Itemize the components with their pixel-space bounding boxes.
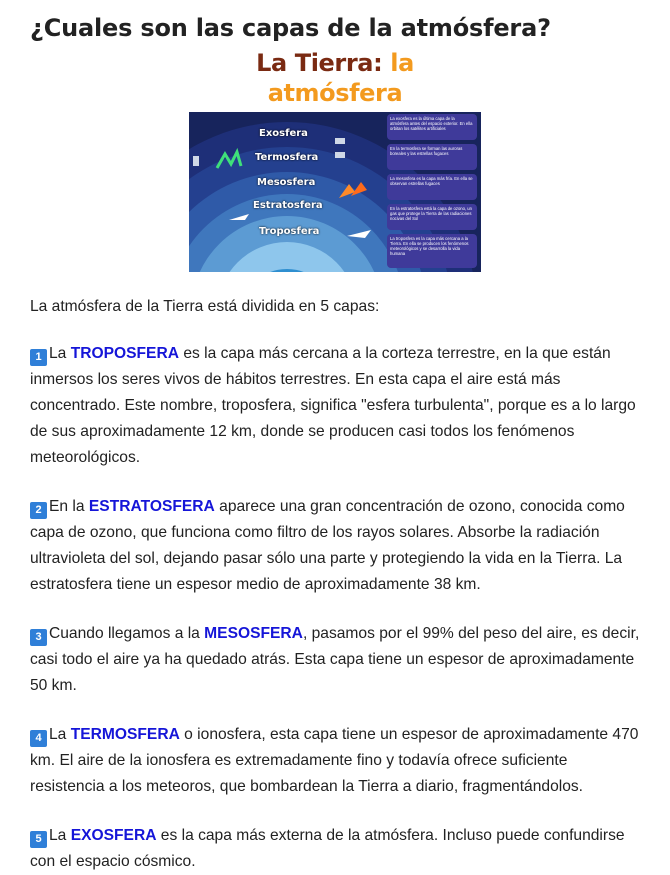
layer-label-exosfera: Exosfera [259,128,308,139]
section-lead: La [49,345,71,362]
note-estratosfera: En la estratosfera está la capa de ozono, un gas que protege la Tierra de las radiaciones nocivas del Sol [387,204,477,230]
number-5-icon: 5 [30,831,47,848]
layer-name: ESTRATOSFERA [88,498,215,515]
figure-title-part2: la atmósfera [267,49,414,107]
section-exosfera [30,823,640,875]
section-lead: La [49,726,71,743]
section-mesosfera [30,621,640,699]
note-exosfera: La exosfera es la última capa de la atmósfera antes del espacio exterior. En ella orbitan los satélites artificiales [387,114,477,140]
section-estratosfera [30,494,640,598]
note-termosfera: En la termosfera se forman las auroras boreales y las estrellas fugaces [387,144,477,170]
section-text: , pasamos por el 99% del peso del aire, es decir, casi todo el aire ya ha quedado atrás. Esta capa tiene un espesor de aproximadamente 50 km. [30,625,640,694]
section-lead: La [49,827,71,844]
section-lead: En la [49,498,89,515]
layer-name: MESOSFERA [204,625,303,642]
atmosphere-figure [189,48,481,272]
layer-name: TROPOSFERA [70,345,179,362]
layer-name: EXOSFERA [70,827,157,844]
layer-label-troposfera: Troposfera [259,226,320,237]
figure-title [189,48,481,108]
section-text: o ionosfera, esta capa tiene un espesor de aproximadamente 470 km. El aire de la ionosfera es extremadamente fino y todavía ofrece suficiente resistencia a los meteoros, que bombardean la Tierra a diario, fragmentándolos. [30,726,639,795]
layer-name: TERMOSFERA [70,726,180,743]
number-2-icon: 2 [30,502,47,519]
section-lead: Cuando llegamos a la [49,625,205,642]
intro-text: La atmósfera de la Tierra está dividida en 5 capas: [30,298,380,315]
number-1-icon: 1 [30,349,47,366]
section-text: aparece una gran concentración de ozono, conocida como capa de ozono, que funciona como filtro de los rayos solares. Absorbe la radiación ultravioleta del sol, dejando pasar sólo una parte y protegiendo la vida en la Tierra. La estratosfera tiene un espesor medio de aproximadamente 38 km. [30,498,625,593]
section-troposfera [30,341,640,471]
number-4-icon: 4 [30,730,47,747]
note-troposfera: La troposfera es la capa más cercana a la Tierra. En ella se producen los fenómenos meteorológicos y se desarrolla la vida humana [387,234,477,268]
section-termosfera [30,722,640,800]
layer-label-termosfera: Termosfera [255,152,319,163]
section-text: es la capa más externa de la atmósfera. Incluso puede confundirse con el espacio cósmico. [30,827,625,870]
layer-label-estratosfera: Estratosfera [253,200,323,211]
figure-title-part1: La Tierra: [256,49,391,77]
number-3-icon: 3 [30,629,47,646]
page-title: ¿Cuales son las capas de la atmósfera? [30,14,551,42]
note-mesosfera: La mesosfera es la capa más fría. En ella se observan estrellas fugaces [387,174,477,200]
section-text: es la capa más cercana a la corteza terrestre, en la que están inmersos los seres vivos de hábitos terrestres. En esta capa el aire está más concentrado. Este nombre, troposfera, significa "esfera turbulenta", porque es a lo largo de sus aproximadamente 12 km, donde se producen casi todos los fenómenos meteorológicos. [30,345,636,466]
layer-label-mesosfera: Mesosfera [257,177,316,188]
atmosphere-illustration [189,112,481,272]
